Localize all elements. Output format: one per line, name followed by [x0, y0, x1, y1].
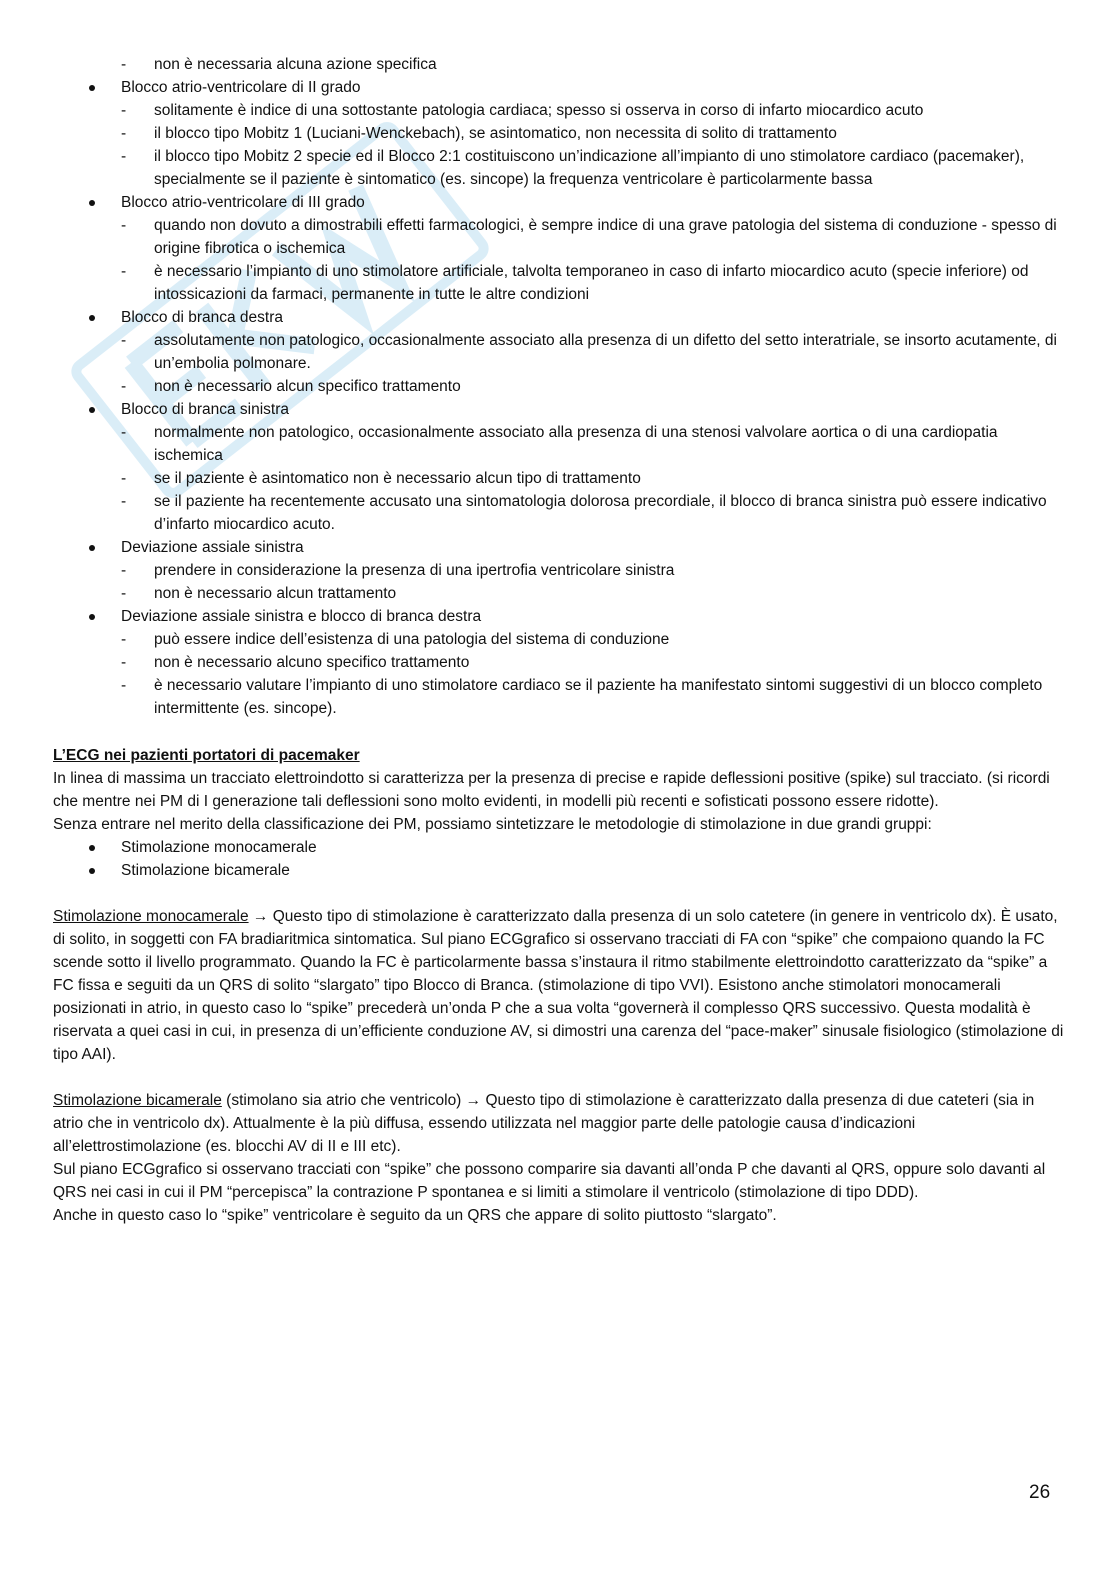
section-title: Deviazione assiale sinistra e blocco di branca destra [53, 605, 1065, 628]
pacemaker-intro: In linea di massima un tracciato elettroindotto si caratterizza per la presenza di precise e rapide deflessioni positive (spike) sul tracciato. (si ricordi che mentre nei PM di I generazione tali deflessioni sono molto evidenti, in modelli più recenti e sofisticati possono essere ridotte). [53, 770, 1050, 810]
bi-title: Stimolazione bicamerale [53, 1092, 222, 1109]
section-title: Blocco di branca sinistra [53, 398, 1065, 421]
section-title: Blocco atrio-ventricolare di II grado [53, 76, 1065, 99]
page-number: 26 [1029, 1482, 1051, 1503]
list-item: - se il paziente è asintomatico non è necessario alcun tipo di trattamento [53, 467, 1065, 490]
section-list [53, 76, 1065, 720]
list-item: - il blocco tipo Mobitz 1 (Luciani-Wenckebach), se asintomatico, non necessita di solito di trattamento [53, 122, 1065, 145]
section-left-axis-deviation [53, 536, 1065, 605]
mono-text: Questo tipo di stimolazione è caratterizzato dalla presenza di un solo catetere (in genere in ventricolo dx). È usato, di solito, in soggetti con FA bradiaritmica sintomatica. Sul piano ECGgrafico si osservano tracciati di FA con “spike” che compaiono quando la FC scende sotto il livello programmato. Quando la FC è particolarmente bassa s’instaura il ritmo stabilmente elettroindotto caratterizzato da “spike” a FC fissa e seguiti da un QRS di solito “slargato” tipo Blocco di Branca. (stimolazione di tipo VVI). Esistono anche stimolatori monocamerali posizionati in atrio, in questo caso lo “spike” precederà un’onda P che a sua volta “governerà il complesso QRS successivo. Questa modalità è riservata a quei casi in cui, in presenza di un’efficiente conduzione AV, si dimostri una carenza del “pace-maker” sinusale fisiologico (stimolazione di tipo AAI). [53, 908, 1064, 1063]
list-item: - non è necessario alcuno specifico trattamento [53, 651, 1065, 674]
arrow-icon: → [461, 1092, 486, 1109]
page-content [53, 53, 1065, 1227]
arrow-icon: → [248, 908, 273, 925]
list-item: - se il paziente ha recentemente accusato una sintomatologia dolorosa precordiale, il blocco di branca sinistra può essere indicativo d’infarto miocardico acuto. [53, 490, 1065, 536]
mono-title: Stimolazione monocamerale [53, 908, 249, 925]
list-item: - non è necessario alcun trattamento [53, 582, 1065, 605]
section-left-bundle-block [53, 398, 1065, 536]
list-item: - non è necessario alcun specifico trattamento [53, 375, 1065, 398]
list-item: - è necessario l’impianto di uno stimolatore artificiale, talvolta temporaneo in caso di infarto miocardico acuto (specie inferiore) od intossicazioni da farmaci, permanente in tutte le altre condizioni [53, 260, 1065, 306]
bi-text: Questo tipo di stimolazione è caratterizzato dalla presenza di due cateteri (sia in atrio che in ventricolo dx). Attualmente è la più diffusa, essendo utilizzata nel maggior parte delle patologie causa d’indicazioni all’elettrostimolazione (es. blocchi AV di II e III etc). [53, 1092, 1035, 1155]
section-left-axis-right-block [53, 605, 1065, 720]
bi-paragraph [53, 1089, 1065, 1158]
list-item: - è necessario valutare l’impianto di uno stimolatore cardiaco se il paziente ha manifestato sintomi suggestivi di un blocco completo intermittente (es. sincope). [53, 674, 1065, 720]
section-av-block-2 [53, 76, 1065, 191]
bi-paragraph-2: Sul piano ECGgrafico si osservano tracciati con “spike” che possono comparire sia davanti all’onda P che davanti al QRS, oppure solo davanti al QRS nei casi in cui il PM “percepisca” la contrazione P spontanea e si limiti a stimolare il ventricolo (stimolazione di tipo DDD). [53, 1161, 1046, 1201]
list-item: - può essere indice dell’esistenza di una patologia del sistema di conduzione [53, 628, 1065, 651]
list-item: - prendere in considerazione la presenza di una ipertrofia ventricolare sinistra [53, 559, 1065, 582]
list-item: - solitamente è indice di una sottostante patologia cardiaca; spesso si osserva in corso di infarto miocardico acuto [53, 99, 1065, 122]
list-item: Stimolazione bicamerale [53, 859, 1065, 882]
list-item: - non è necessaria alcuna azione specifica [53, 53, 1065, 76]
section-title: Blocco atrio-ventricolare di III grado [53, 191, 1065, 214]
top-list [53, 53, 1065, 76]
section-title: Blocco di branca destra [53, 306, 1065, 329]
list-item: Stimolazione monocamerale [53, 836, 1065, 859]
list-item: - assolutamente non patologico, occasionalmente associato alla presenza di un difetto del setto interatriale, se insorto acutamente, di un’embolia polmonare. [53, 329, 1065, 375]
stimulation-groups [53, 836, 1065, 882]
list-item: - quando non dovuto a dimostrabili effetti farmacologici, è sempre indice di una grave patologia del sistema di conduzione - spesso di origine fibrotica o ischemica [53, 214, 1065, 260]
list-item: - normalmente non patologico, occasionalmente associato alla presenza di una stenosi valvolare aortica o di una cardiopatia ischemica [53, 421, 1065, 467]
pacemaker-heading: L’ECG nei pazienti portatori di pacemaker [53, 747, 360, 764]
section-av-block-3 [53, 191, 1065, 306]
list-item: - il blocco tipo Mobitz 2 specie ed il Blocco 2:1 costituiscono un’indicazione all’impianto di uno stimolatore cardiaco (pacemaker), specialmente se il paziente è sintomatico (es. sincope) la frequenza ventricolare è particolarmente bassa [53, 145, 1065, 191]
bi-paragraph-3: Anche in questo caso lo “spike” ventricolare è seguito da un QRS che appare di solito piuttosto “slargato”. [53, 1207, 777, 1224]
pacemaker-intro-2: Senza entrare nel merito della classificazione dei PM, possiamo sintetizzare le metodologie di stimolazione in due grandi gruppi: [53, 816, 932, 833]
spacer [53, 1066, 1065, 1089]
bi-note: (stimolano sia atrio che ventricolo) [221, 1092, 462, 1109]
section-right-bundle-block [53, 306, 1065, 398]
spacer [53, 882, 1065, 905]
section-title: Deviazione assiale sinistra [53, 536, 1065, 559]
mono-paragraph [53, 905, 1065, 1066]
